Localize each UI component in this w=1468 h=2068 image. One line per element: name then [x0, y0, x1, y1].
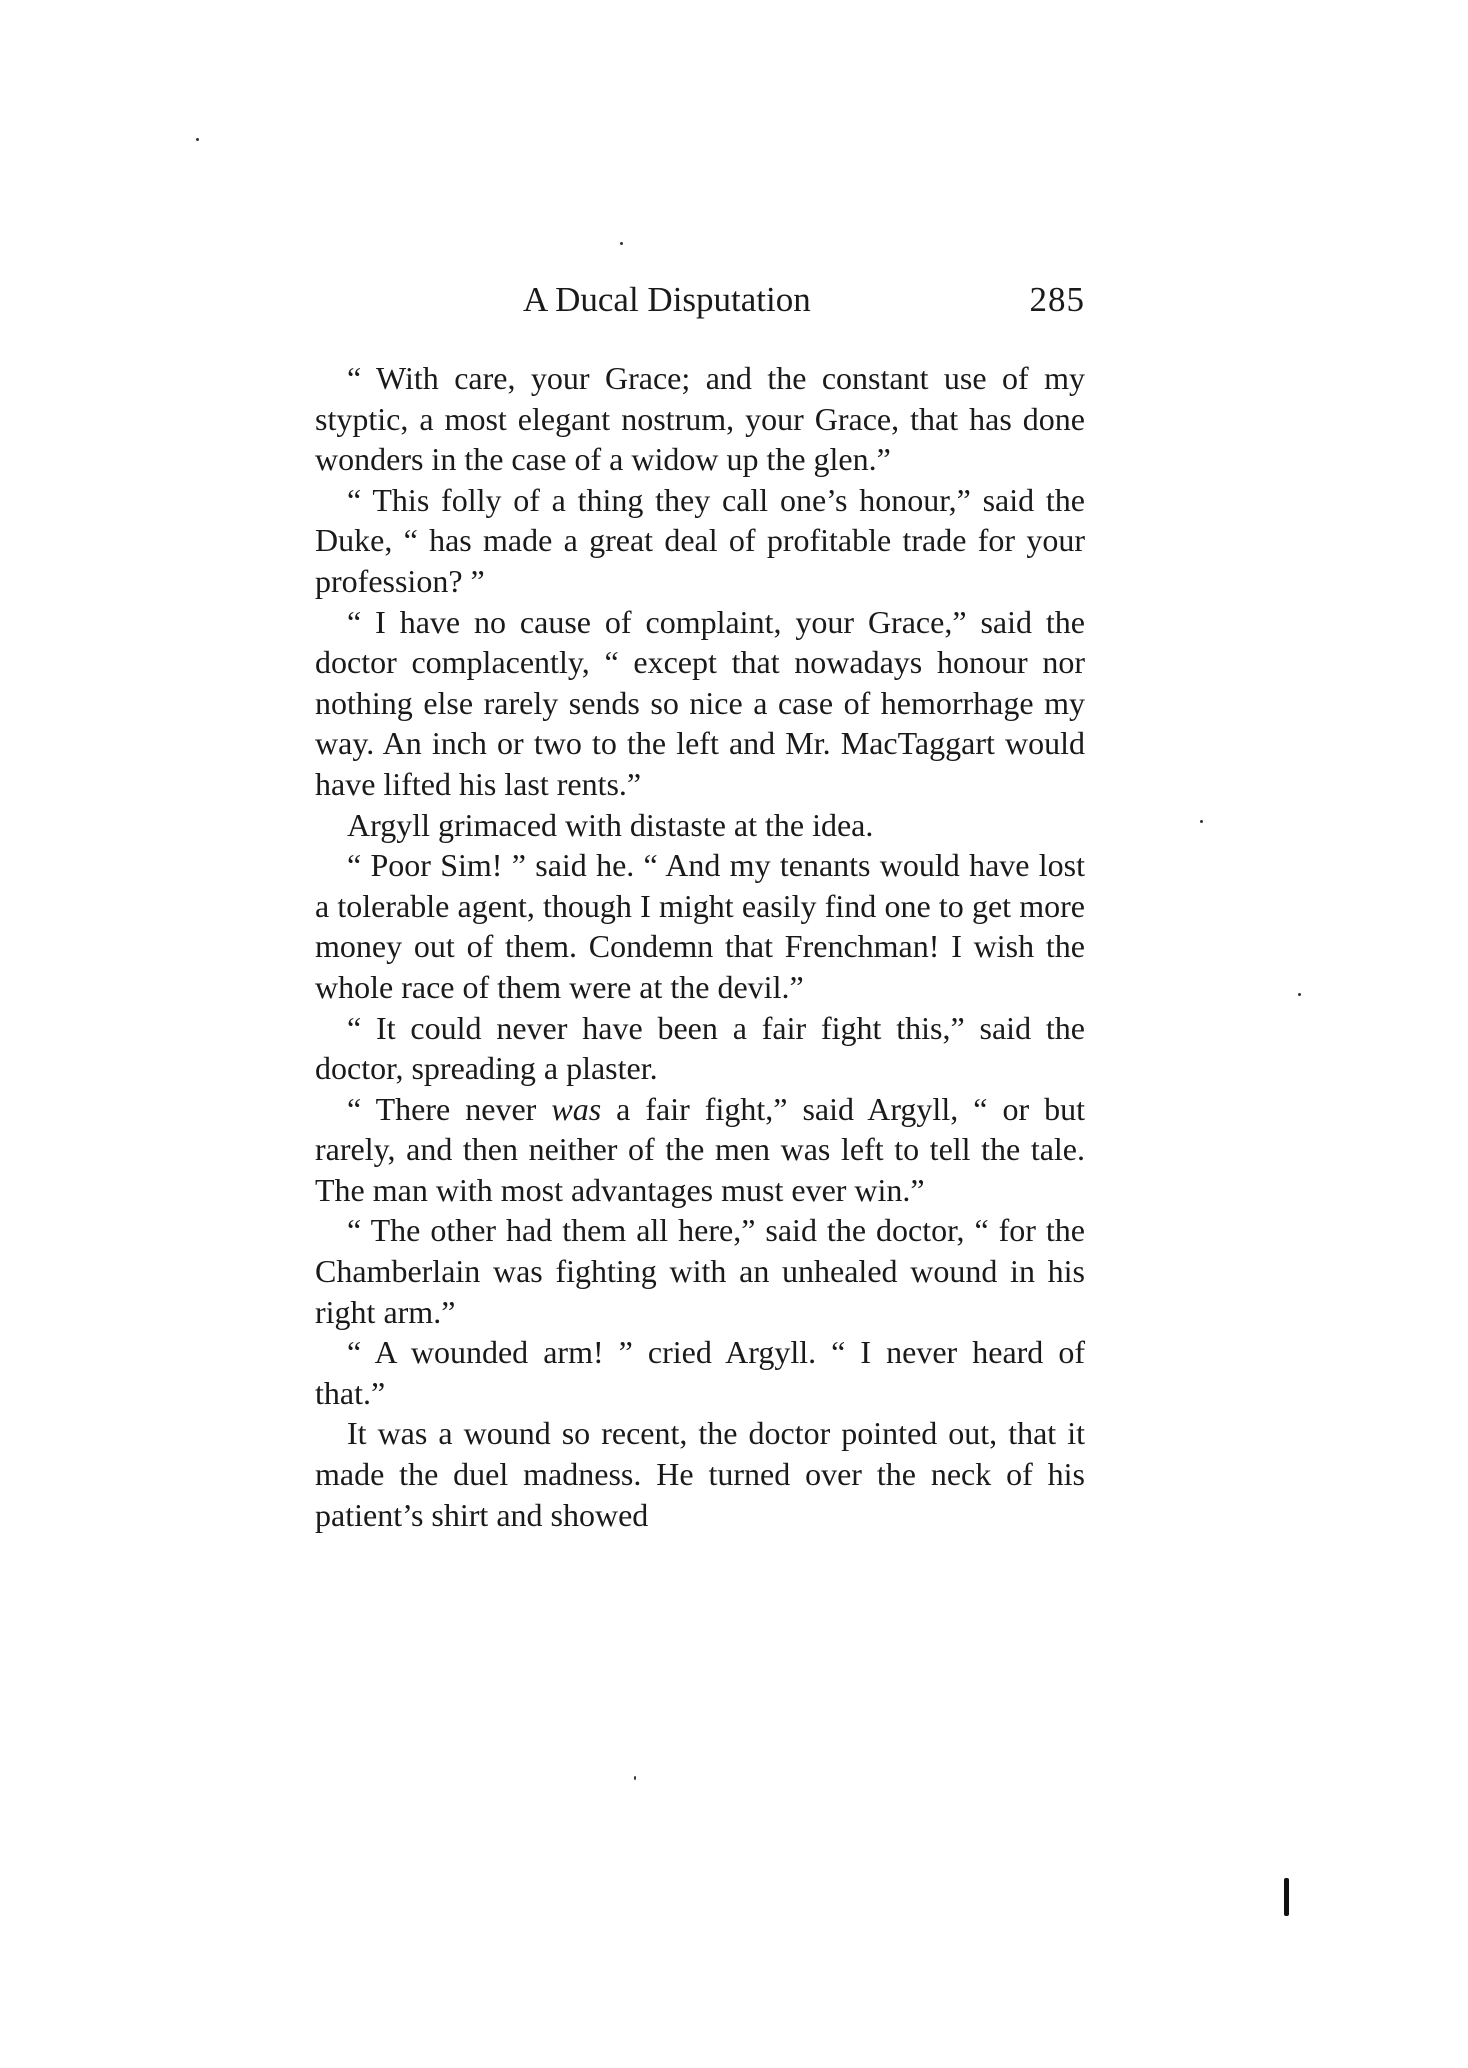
page-header: [315, 272, 1085, 332]
paragraph: “ Poor Sim! ” said he. “ And my tenants would have lost a tolerable agent, though I might easily find one to get more money out of them. Condemn that Frenchman! I wish the whole race of them were at the devil.”: [315, 847, 1085, 1005]
scan-speck: [620, 242, 623, 245]
emphasized-word: was: [551, 1090, 602, 1127]
scan-speck: [1298, 993, 1301, 996]
scan-speck: [196, 138, 199, 141]
paragraph-text: a fair fight,” said Argyll, “ or but rarely, and then neither of the men was left to tell the tale. The man with most advantages must ever win.”: [315, 1090, 1086, 1208]
paragraph-text: “ There never: [347, 1090, 552, 1127]
scan-edge-mark: [1284, 1878, 1289, 1916]
paragraph: “ This folly of a thing they call one’s honour,” said the Duke, “ has made a great deal of profitable trade for your profession? ”: [315, 481, 1085, 599]
scan-speck: [634, 1776, 636, 1780]
scan-speck: [1200, 820, 1203, 823]
paragraph: “ I have no cause of complaint, your Grace,” said the doctor complacently, “ except that nowadays honour nor nothing else rarely sends so nice a case of hemorrhage my way. An inch or two to the left and Mr. MacTaggart would have lifted his last rents.”: [315, 603, 1085, 802]
paragraph: “ A wounded arm! ” cried Argyll. “ I never heard of that.”: [315, 1334, 1085, 1411]
paragraph: “ With care, your Grace; and the constant use of my styptic, a most elegant nostrum, your Grace, that has done wonders in the case of a widow up the glen.”: [315, 360, 1085, 478]
body-text: [315, 358, 1085, 1535]
paragraph: Argyll grimaced with distaste at the idea.: [347, 806, 874, 843]
running-title: A Ducal Disputation: [523, 280, 811, 319]
paragraph: “ The other had them all here,” said the doctor, “ for the Chamberlain was fighting with an unhealed wound in his right arm.”: [315, 1212, 1085, 1330]
paragraph: “ It could never have been a fair fight this,” said the doctor, spreading a plaster.: [315, 1009, 1085, 1087]
page-number: 285: [1029, 280, 1085, 319]
paragraph: It was a wound so recent, the doctor pointed out, that it made the duel madness. He turned over the neck of his patient’s shirt and showed: [315, 1415, 1085, 1533]
paragraph: [315, 1089, 1085, 1211]
